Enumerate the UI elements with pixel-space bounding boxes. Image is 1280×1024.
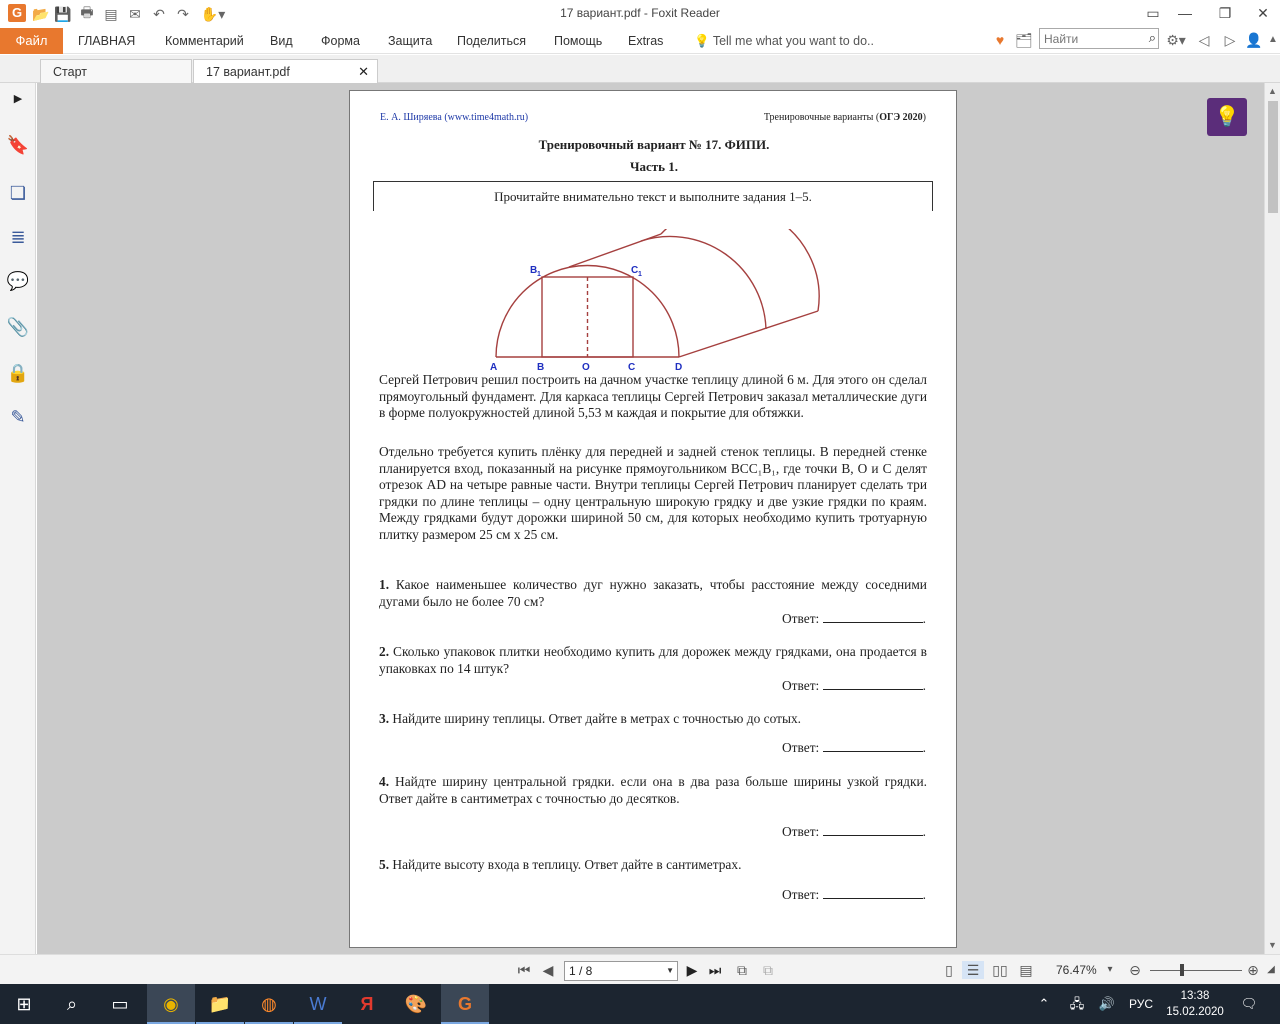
taskbar-search-icon[interactable]: ⌕ bbox=[66, 994, 78, 1014]
page-title: Тренировочный вариант № 17. ФИПИ. bbox=[538, 137, 770, 152]
answer-5: Ответ: . bbox=[781, 887, 926, 902]
page-indicator: 1 / 8 bbox=[569, 964, 593, 978]
answer-2: Ответ: . bbox=[781, 678, 926, 693]
page-number-select[interactable] bbox=[564, 961, 678, 981]
chrome-icon[interactable]: ◉ bbox=[147, 984, 195, 1024]
answer-4: Ответ: . bbox=[781, 824, 926, 839]
network-icon[interactable]: 🖧 bbox=[1069, 996, 1085, 1011]
chevron-down-icon: ▼ bbox=[666, 966, 674, 975]
pages-icon[interactable]: ❏ bbox=[9, 183, 27, 203]
paragraph-intro: Сергей Петрович решил построить на дачном участке теплицу длиной 6 м. Для этого он сделал прямоугольный фундамент. Для каркаса теплицы Сергей Петрович заказал металлические дуги в форме полуокружностей длиной 5,53 м каждая и покрытие для обтяжки. bbox=[379, 372, 927, 421]
close-tab-icon[interactable]: ✕ bbox=[358, 64, 369, 79]
label-c: C bbox=[628, 362, 636, 373]
search-input[interactable] bbox=[1040, 29, 1136, 48]
firefox-icon[interactable]: ◍ bbox=[245, 984, 293, 1024]
answer-1: Ответ: . bbox=[781, 611, 926, 626]
question-3: 3. Найдите ширину теплицы. Ответ дайте в метрах с точностью до сотых. bbox=[379, 711, 801, 726]
label-b: B bbox=[537, 362, 545, 373]
restore-icon[interactable]: ❐ bbox=[1218, 5, 1232, 21]
word-icon[interactable]: W bbox=[294, 984, 342, 1024]
paint-icon[interactable]: 🎨 bbox=[404, 994, 428, 1014]
folder-search-icon[interactable]: 🗂 bbox=[1015, 32, 1033, 48]
tab-extras[interactable]: Extras bbox=[628, 34, 664, 48]
tray-overflow-icon[interactable]: ⌃ bbox=[1038, 996, 1050, 1011]
tips-lightbulb-icon[interactable]: 💡 bbox=[1207, 98, 1247, 136]
search-box bbox=[1039, 28, 1159, 49]
label-b1-sub: 1 bbox=[537, 271, 541, 278]
scroll-down-icon[interactable]: ▼ bbox=[1268, 940, 1277, 950]
next-page-icon[interactable]: ▶ bbox=[686, 962, 698, 978]
paragraph-details: Отдельно требуется купить плёнку для передней и задней стенок теплицы. В передней стенке планируется вход, показанный на рисунке прямоугольником BCC₁B₁, где точки B, O и C делят отрезок AD на четыре равные части. Внутри теплицы Сергей Петрович планирует сделать три грядки по длине теплицы – одну центральную широкую грядку и две узкие грядки по краям. Между грядками будут дорожки шириной 50 см, для которых необходимо купить тротуарную плитку размером 25 см х 25 см. bbox=[379, 444, 927, 542]
attachments-icon[interactable]: 📎 bbox=[6, 317, 30, 337]
prev-page-icon[interactable]: ◀ bbox=[542, 962, 554, 978]
expand-panel-icon[interactable]: ▶ bbox=[13, 93, 23, 105]
tab-view[interactable]: Вид bbox=[270, 34, 293, 48]
window-title: 17 вариант.pdf - Foxit Reader bbox=[560, 6, 720, 20]
title-bar bbox=[0, 0, 1280, 28]
clock-date: 15.02.2020 bbox=[1166, 1006, 1224, 1018]
label-c1: C bbox=[631, 265, 639, 276]
settings-icon[interactable]: ⚙▾ bbox=[1166, 32, 1186, 48]
tab-start[interactable] bbox=[40, 59, 192, 83]
last-page-icon[interactable]: ⏭ bbox=[708, 962, 722, 978]
taskbar-clock[interactable] bbox=[1160, 988, 1230, 1020]
lightbulb-icon: 💡 bbox=[694, 34, 713, 48]
save-icon[interactable]: 💾 bbox=[54, 5, 72, 22]
collapse-ribbon-icon[interactable]: ▲ bbox=[1268, 34, 1278, 45]
bookmarks-icon[interactable]: 🔖 bbox=[6, 135, 30, 155]
label-b1: B bbox=[530, 265, 538, 276]
foxit-taskbar-icon[interactable]: G bbox=[441, 984, 489, 1024]
single-page-icon[interactable]: ▯ bbox=[945, 962, 953, 978]
question-2: 2. Сколько упаковок плитки необходимо купить для дорожек между грядками, она продается в упаковках по 14 штук? bbox=[379, 644, 927, 676]
notifications-icon[interactable]: 🗨 bbox=[1240, 996, 1258, 1011]
next-view-icon[interactable]: ⧉ bbox=[763, 962, 773, 978]
yandex-browser-icon[interactable]: Я bbox=[360, 994, 374, 1014]
file-menu[interactable]: Файл bbox=[0, 28, 63, 54]
bottom-ridge-line bbox=[679, 311, 818, 357]
file-explorer-icon[interactable]: 📁 bbox=[196, 984, 244, 1024]
signatures-icon[interactable]: ✎ bbox=[10, 407, 26, 427]
minimize-icon[interactable]: — bbox=[1178, 5, 1192, 21]
next-result-icon[interactable]: ▷ bbox=[1224, 32, 1236, 48]
pdf-page bbox=[349, 90, 957, 948]
print-icon[interactable]: 🖶 bbox=[80, 4, 94, 20]
account-icon[interactable]: 👤 bbox=[1245, 32, 1263, 48]
question-5: 5. Найдите высоту входа в теплицу. Ответ дайте в сантиметрах. bbox=[379, 857, 742, 872]
zoom-slider-track[interactable] bbox=[1150, 970, 1242, 971]
scroll-thumb[interactable] bbox=[1268, 101, 1278, 213]
redo-icon[interactable]: ↷ bbox=[177, 5, 189, 22]
tell-me-box[interactable] bbox=[694, 28, 874, 54]
middle-arc bbox=[641, 236, 766, 329]
volume-icon[interactable]: 🔊 bbox=[1098, 996, 1116, 1011]
email-icon[interactable]: ✉ bbox=[129, 5, 141, 22]
instruction-box: Прочитайте внимательно текст и выполните задания 1–5. bbox=[373, 181, 933, 211]
open-folder-icon[interactable]: 📂 bbox=[32, 5, 50, 22]
tab-form[interactable]: Форма bbox=[321, 34, 360, 48]
first-page-icon[interactable]: ⏮ bbox=[517, 962, 531, 978]
language-indicator[interactable]: РУС bbox=[1128, 997, 1154, 1011]
tab-help[interactable]: Помощь bbox=[554, 34, 603, 48]
properties-icon[interactable]: ▤ bbox=[104, 5, 118, 22]
label-o: O bbox=[582, 362, 590, 373]
search-icon[interactable]: ⌕ bbox=[1148, 30, 1156, 45]
page-header-author: Е. А. Ширяева (www.time4math.ru) bbox=[380, 112, 529, 123]
tab-home[interactable]: ГЛАВНАЯ bbox=[78, 34, 136, 48]
undo-icon[interactable]: ↶ bbox=[153, 5, 165, 22]
windows-taskbar bbox=[0, 984, 1280, 1024]
continuous-facing-icon[interactable]: ▤ bbox=[1019, 962, 1033, 978]
zoom-out-icon[interactable]: ⊖ bbox=[1129, 962, 1141, 978]
label-d: D bbox=[675, 362, 683, 373]
comments-icon[interactable]: 💬 bbox=[6, 271, 30, 291]
answer-3: Ответ: . bbox=[781, 740, 926, 755]
tab-document-label: 17 вариант.pdf bbox=[206, 65, 290, 79]
zoom-dropdown-icon[interactable]: ▾ bbox=[1107, 964, 1113, 975]
heart-icon[interactable]: ♥ bbox=[995, 32, 1005, 48]
prev-result-icon[interactable]: ◁ bbox=[1198, 32, 1210, 48]
previous-view-icon[interactable]: ⧉ bbox=[737, 962, 747, 978]
ribbon-toggle-icon[interactable]: ▭ bbox=[1146, 5, 1160, 21]
tab-document[interactable] bbox=[193, 59, 378, 83]
back-arc bbox=[661, 229, 819, 311]
security-lock-icon[interactable]: 🔒 bbox=[6, 363, 30, 383]
hand-tool-icon[interactable]: ✋▾ bbox=[200, 5, 226, 22]
clock-time: 13:38 bbox=[1180, 990, 1210, 1002]
zoom-in-icon[interactable]: ⊕ bbox=[1247, 962, 1259, 978]
page-header-series: Тренировочные варианты (ОГЭ 2020) bbox=[763, 112, 926, 123]
continuous-page-icon[interactable]: ☰ bbox=[962, 961, 984, 979]
scroll-up-icon[interactable]: ▲ bbox=[1268, 86, 1277, 96]
zoom-level[interactable]: 76.47% bbox=[1056, 963, 1097, 977]
tab-comment[interactable]: Комментарий bbox=[165, 34, 244, 48]
entrance-rectangle bbox=[542, 277, 633, 357]
navigation-panel bbox=[0, 83, 36, 954]
tab-protect[interactable]: Защита bbox=[388, 34, 433, 48]
task-view-icon[interactable]: ▭ bbox=[111, 994, 129, 1014]
facing-pages-icon[interactable]: ▯▯ bbox=[992, 962, 1008, 978]
label-a: A bbox=[490, 362, 498, 373]
document-tabs bbox=[0, 55, 1280, 83]
close-window-icon[interactable]: ✕ bbox=[1257, 5, 1269, 21]
layers-icon[interactable]: ≣ bbox=[10, 227, 26, 247]
question-4: 4. Найдте ширину центральной грядки. если она в два раза больше ширины узкой грядки. Ответ дайте в сантиметрах с точностью до десятков. bbox=[379, 774, 927, 806]
tab-start-label: Старт bbox=[53, 65, 87, 79]
resize-grip-icon: ◢ bbox=[1267, 964, 1275, 975]
greenhouse-figure bbox=[486, 229, 826, 375]
tab-share[interactable]: Поделиться bbox=[457, 34, 527, 48]
windows-start-icon[interactable]: ⊞ bbox=[16, 994, 32, 1014]
part-title: Часть 1. bbox=[629, 159, 679, 174]
label-c1-sub: 1 bbox=[638, 271, 642, 278]
vertical-scrollbar[interactable] bbox=[1264, 83, 1280, 954]
status-bar bbox=[0, 954, 1280, 984]
question-1: 1. Какое наименьшее количество дуг нужно заказать, чтобы расстояние между соседними дугами было не более 70 см? bbox=[379, 577, 927, 609]
foxit-logo-icon[interactable]: G bbox=[8, 4, 26, 22]
tell-me-text: Tell me what you want to do.. bbox=[712, 34, 875, 48]
zoom-slider-thumb[interactable] bbox=[1180, 964, 1184, 976]
